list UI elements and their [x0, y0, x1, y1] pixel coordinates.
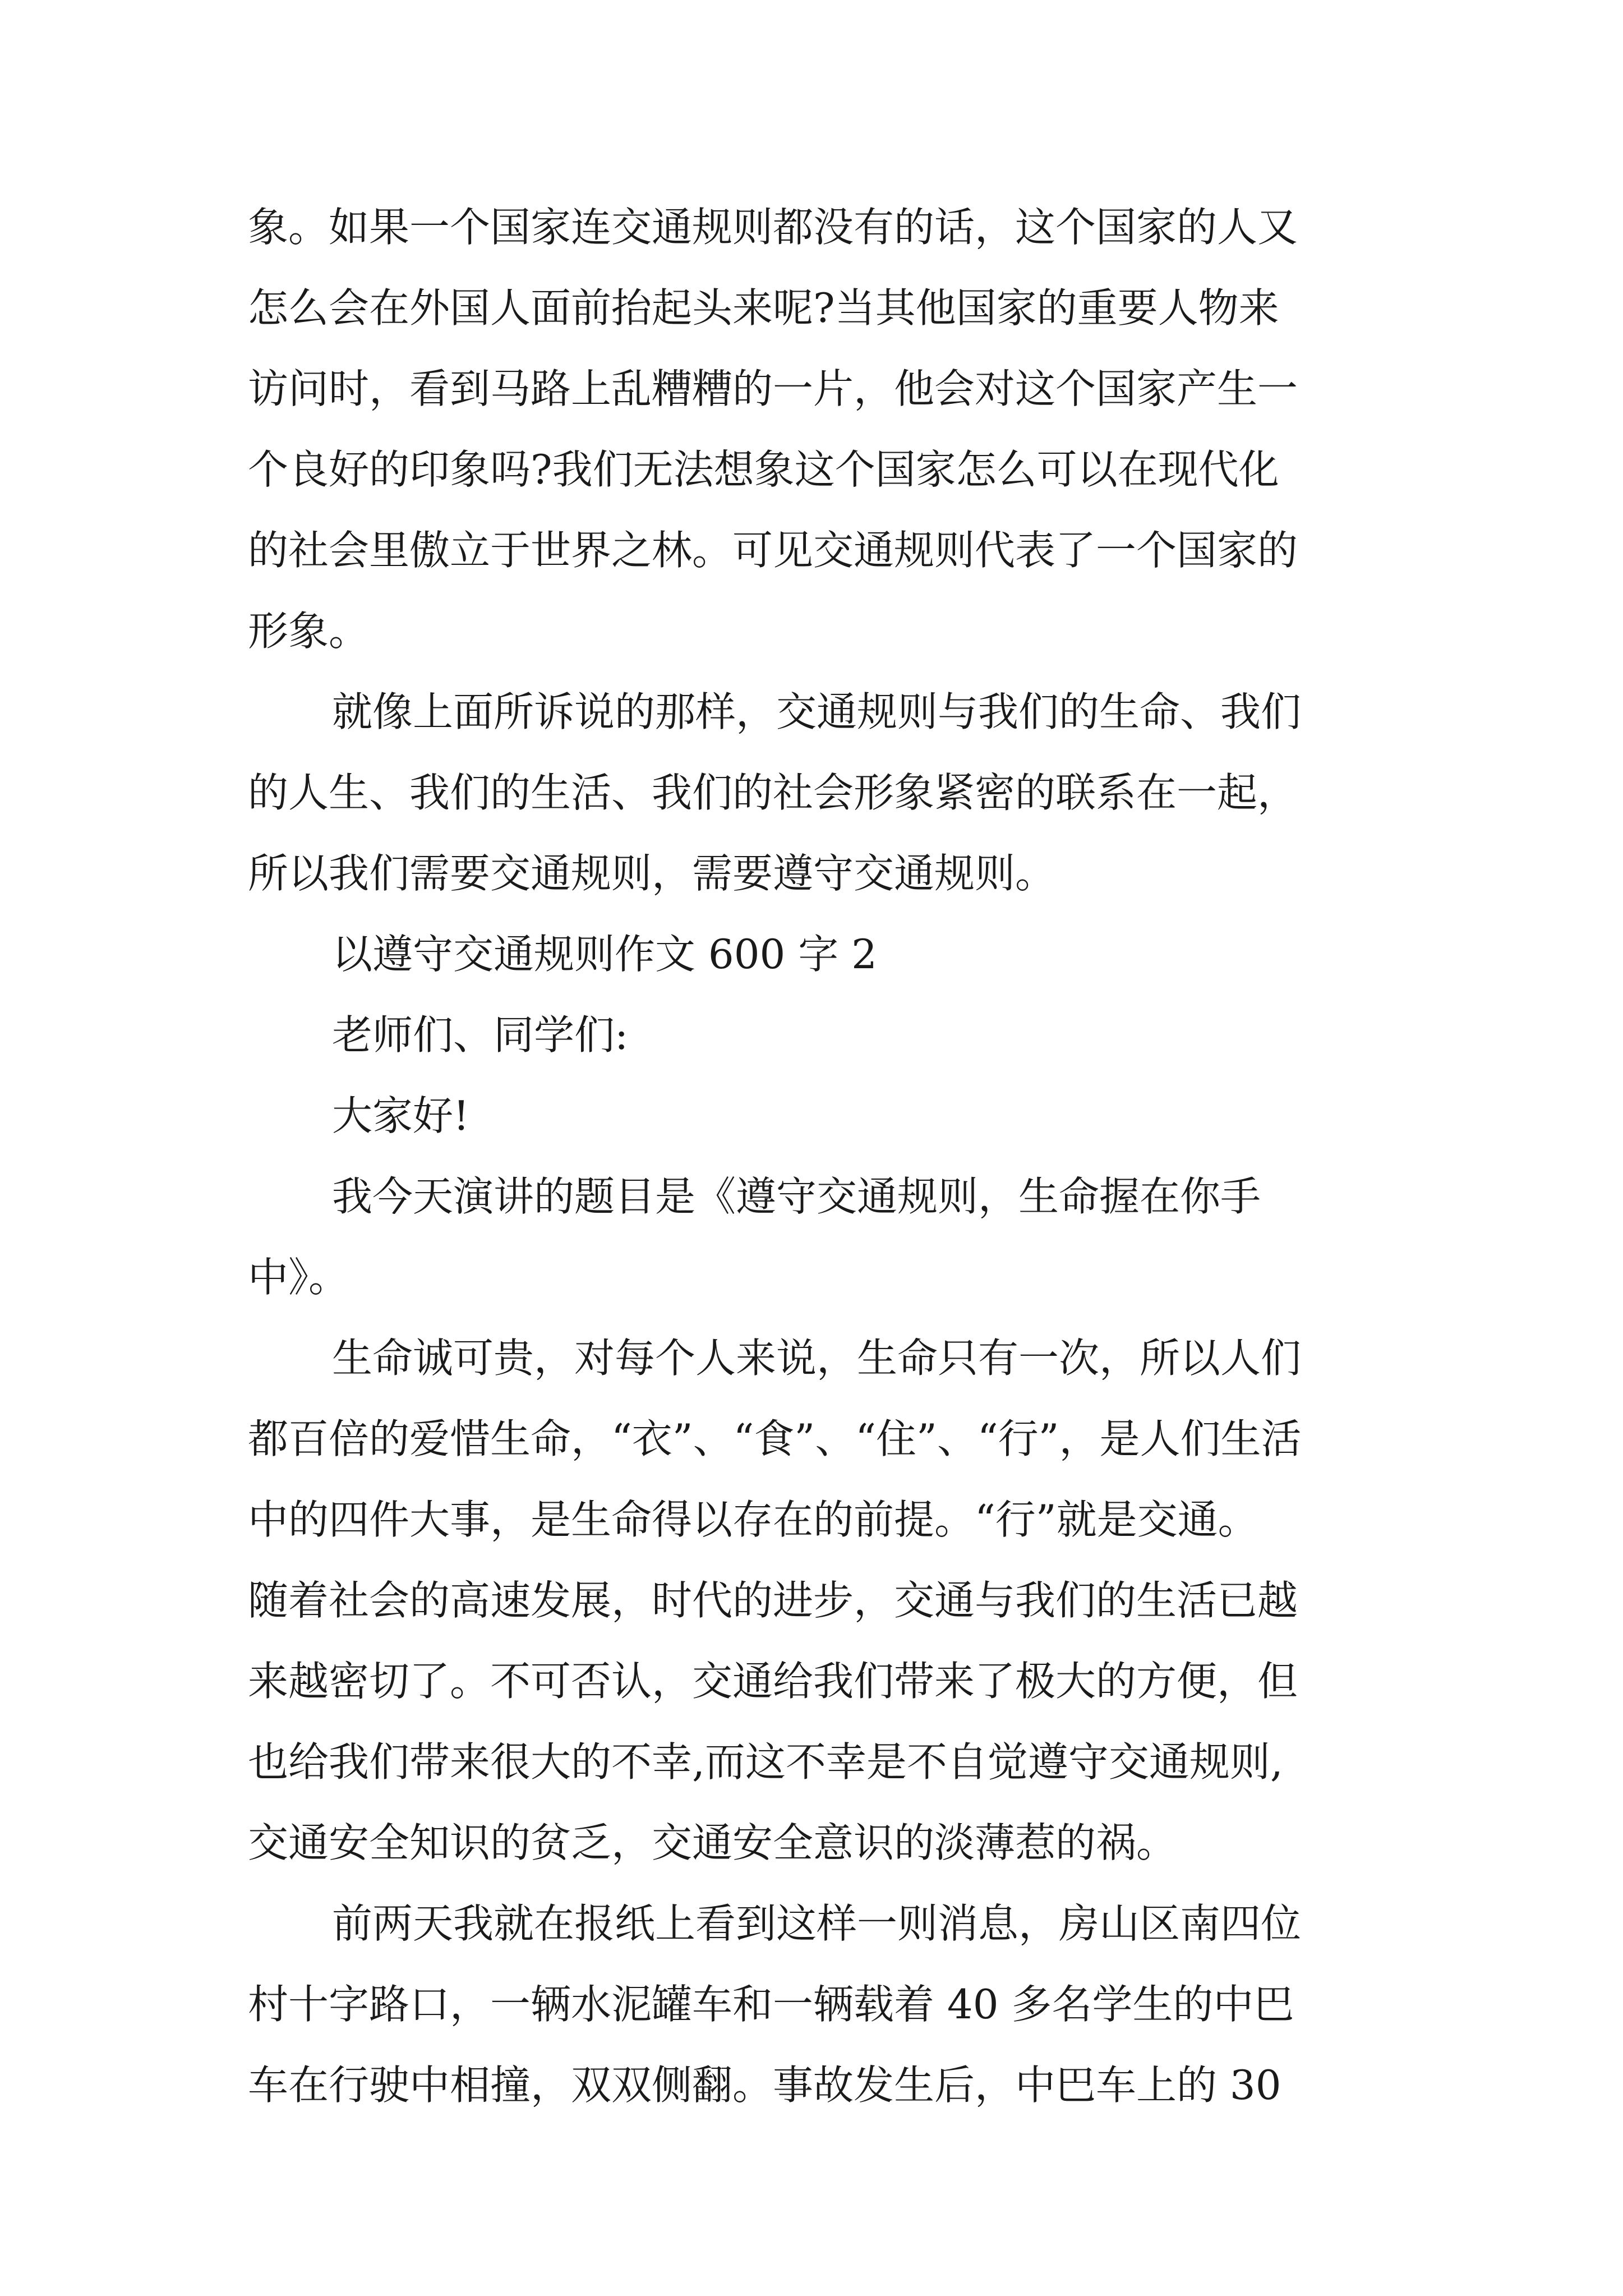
text-line: 车在行驶中相撞，双双侧翻。事故发生后，中巴车上的 30 [248, 2062, 1281, 2109]
text-line: 中的四件大事，是生命得以存在的前提。“行”就是交通。 [248, 1496, 1258, 1543]
text-line: 都百倍的爱惜生命，“衣”、“食”、“住”、“行”，是人们生活 [248, 1415, 1302, 1462]
text-line: 个良好的印象吗?我们无法想象这个国家怎么可以在现代化 [248, 446, 1279, 493]
salutation: 老师们、同学们: [332, 1011, 629, 1059]
text-line: 中》。 [248, 1254, 349, 1301]
paragraph-start-line: 就像上面所诉说的那样，交通规则与我们的生命、我们 [332, 688, 1302, 735]
paragraph-start-line: 生命诚可贵，对每个人来说，生命只有一次，所以人们 [332, 1335, 1302, 1382]
text-line: 村十字路口，一辆水泥罐车和一辆载着 40 多名学生的中巴 [248, 1981, 1294, 2028]
text-line: 的社会里傲立于世界之林。可见交通规则代表了一个国家的 [248, 527, 1298, 574]
text-line: 所以我们需要交通规则，需要遵守交通规则。 [248, 850, 1056, 897]
text-line: 访问时，看到马路上乱糟糟的一片，他会对这个国家产生一 [248, 365, 1298, 412]
text-line: 怎么会在外国人面前抬起头来呢?当其他国家的重要人物来 [248, 284, 1279, 332]
section-heading: 以遵守交通规则作文 600 字 2 [332, 931, 877, 978]
text-line: 来越密切了。不可否认，交通给我们带来了极大的方便，但 [248, 1658, 1298, 1705]
greeting: 大家好! [332, 1092, 469, 1139]
text-line: 的人生、我们的生活、我们的社会形象紧密的联系在一起， [248, 769, 1298, 816]
text-line: 交通安全知识的贫乏，交通安全意识的淡薄惹的祸。 [248, 1819, 1177, 1866]
text-line: 随着社会的高速发展，时代的进步，交通与我们的生活已越 [248, 1577, 1298, 1624]
text-line: 也给我们带来很大的不幸,而这不幸是不自觉遵守交通规则, [248, 1738, 1283, 1786]
text-line: 象。如果一个国家连交通规则都没有的话，这个国家的人又 [248, 204, 1298, 251]
paragraph-start-line: 前两天我就在报纸上看到这样一则消息，房山区南四位 [332, 1900, 1302, 1947]
text-line: 形象。 [248, 608, 370, 655]
paragraph-start-line: 我今天演讲的题目是《遵守交通规则，生命握在你手 [332, 1173, 1261, 1220]
